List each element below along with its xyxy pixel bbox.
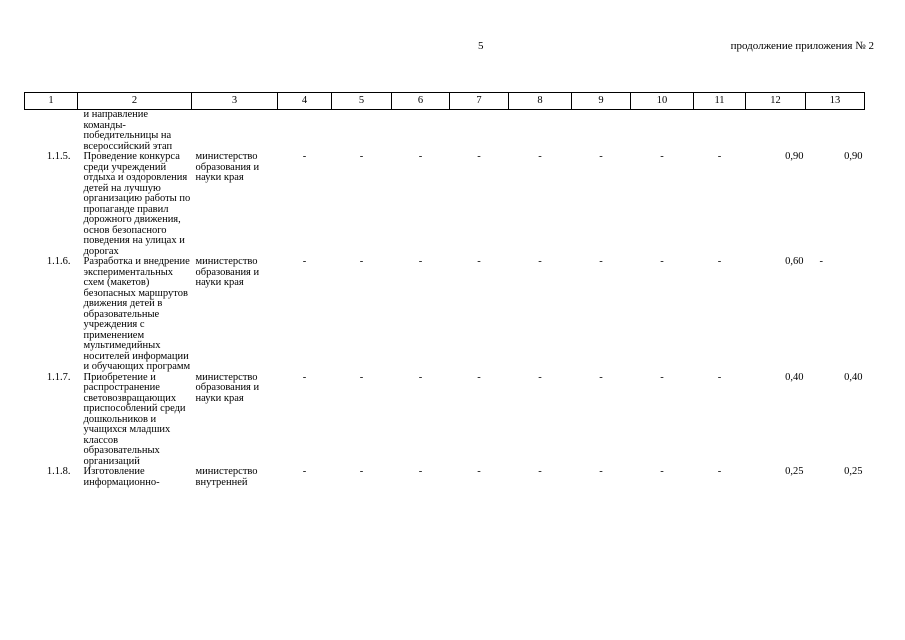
value-cell: -	[538, 371, 542, 383]
value-cell: -	[418, 256, 423, 267]
value-cell	[572, 110, 631, 153]
column-header: 13	[806, 93, 865, 110]
value-cell: -	[359, 256, 364, 267]
column-header: 3	[192, 93, 278, 110]
activity-name: Изготовление информационно-	[83, 466, 160, 488]
column-header: 1	[25, 93, 78, 110]
value-cell	[806, 110, 865, 153]
column-header: 6	[392, 93, 450, 110]
table-row	[25, 467, 865, 488]
value-cell: -	[660, 371, 664, 383]
column-header: 5	[332, 93, 392, 110]
value-cell: -	[359, 371, 364, 383]
value-cell	[694, 110, 746, 153]
value-cell: -	[477, 256, 481, 267]
value-cell: -	[477, 151, 481, 162]
value-cell: -	[359, 151, 364, 162]
activity-name: Проведение конкурса среди учреждений отдыха и оздоровления детей на лучшую организацию работы по пропаганде правил дорожного движения, основ безопасного поведения на улицах и дорогах	[83, 151, 191, 257]
activity-name: Приобретение и распространение световозвращающих приспособлений среди дошкольников и учащихся младших классов образовательных организаций	[83, 371, 186, 467]
program-table	[24, 92, 865, 488]
value-cell: -	[538, 151, 542, 162]
value-cell: 0,25	[844, 466, 863, 477]
value-cell: -	[660, 151, 664, 162]
value-cell: -	[538, 466, 542, 477]
value-cell: -	[599, 371, 603, 383]
column-header: 11	[694, 93, 746, 110]
value-cell: -	[418, 466, 423, 477]
page-number: 5	[478, 40, 484, 52]
value-cell: -	[302, 371, 307, 383]
executor	[192, 110, 278, 153]
column-header: 4	[278, 93, 332, 110]
continuation-note: продолжение приложения № 2	[730, 40, 874, 52]
value-cell: -	[599, 256, 603, 267]
value-cell: -	[599, 466, 603, 477]
value-cell: -	[717, 256, 722, 267]
value-cell: -	[660, 466, 664, 477]
row-number: 1.1.6.	[46, 256, 71, 267]
value-cell: -	[717, 151, 722, 162]
value-cell	[509, 110, 572, 153]
value-cell	[631, 110, 694, 153]
executor: министерство образования и науки края	[195, 151, 260, 183]
value-cell: -	[477, 466, 481, 477]
row-number: 1.1.8.	[46, 466, 71, 477]
value-cell: -	[717, 371, 722, 383]
executor: министерство образования и науки края	[195, 371, 260, 404]
row-number	[25, 110, 78, 153]
value-cell: -	[418, 371, 423, 383]
value-cell: -	[359, 466, 364, 477]
value-cell	[332, 110, 392, 153]
table-row	[25, 373, 865, 468]
value-cell: -	[599, 151, 603, 162]
value-cell: -	[302, 256, 307, 267]
value-cell: -	[418, 151, 423, 162]
value-cell: -	[477, 371, 481, 383]
activity-name: и направление команды-победительницы на всероссийский этап	[83, 109, 173, 152]
value-cell: 0,25	[785, 466, 804, 477]
value-cell: 0,90	[844, 151, 863, 162]
column-header: 7	[450, 93, 509, 110]
column-header: 2	[78, 93, 192, 110]
value-cell: -	[538, 256, 542, 267]
column-header: 8	[509, 93, 572, 110]
value-cell: -	[302, 151, 307, 162]
value-cell: -	[302, 466, 307, 477]
value-cell: -	[819, 256, 823, 267]
value-cell: 0,40	[844, 371, 863, 383]
value-cell	[450, 110, 509, 153]
column-header: 10	[631, 93, 694, 110]
value-cell: 0,40	[785, 371, 804, 383]
activity-name: Разработка и внедрение экспериментальных схем (макетов) безопасных маршрутов движения детей в образовательные учреждения с применением мультимедийных носителей информации и обучающих программ	[83, 256, 191, 372]
value-cell	[746, 110, 806, 153]
value-cell: 0,90	[785, 151, 804, 162]
column-header: 12	[746, 93, 806, 110]
value-cell	[278, 110, 332, 153]
table-row	[25, 257, 865, 373]
value-cell: -	[660, 256, 664, 267]
header-row	[25, 93, 865, 110]
table-row	[25, 110, 865, 153]
executor: министерство образования и науки края	[195, 256, 260, 288]
value-cell	[392, 110, 450, 153]
table-row	[25, 152, 865, 257]
value-cell: -	[717, 466, 722, 477]
column-header: 9	[572, 93, 631, 110]
value-cell: 0,60	[785, 256, 804, 267]
executor: министерство внутренней	[195, 466, 258, 488]
row-number: 1.1.7.	[46, 371, 71, 383]
table-header	[25, 93, 865, 110]
row-number: 1.1.5.	[46, 151, 71, 162]
